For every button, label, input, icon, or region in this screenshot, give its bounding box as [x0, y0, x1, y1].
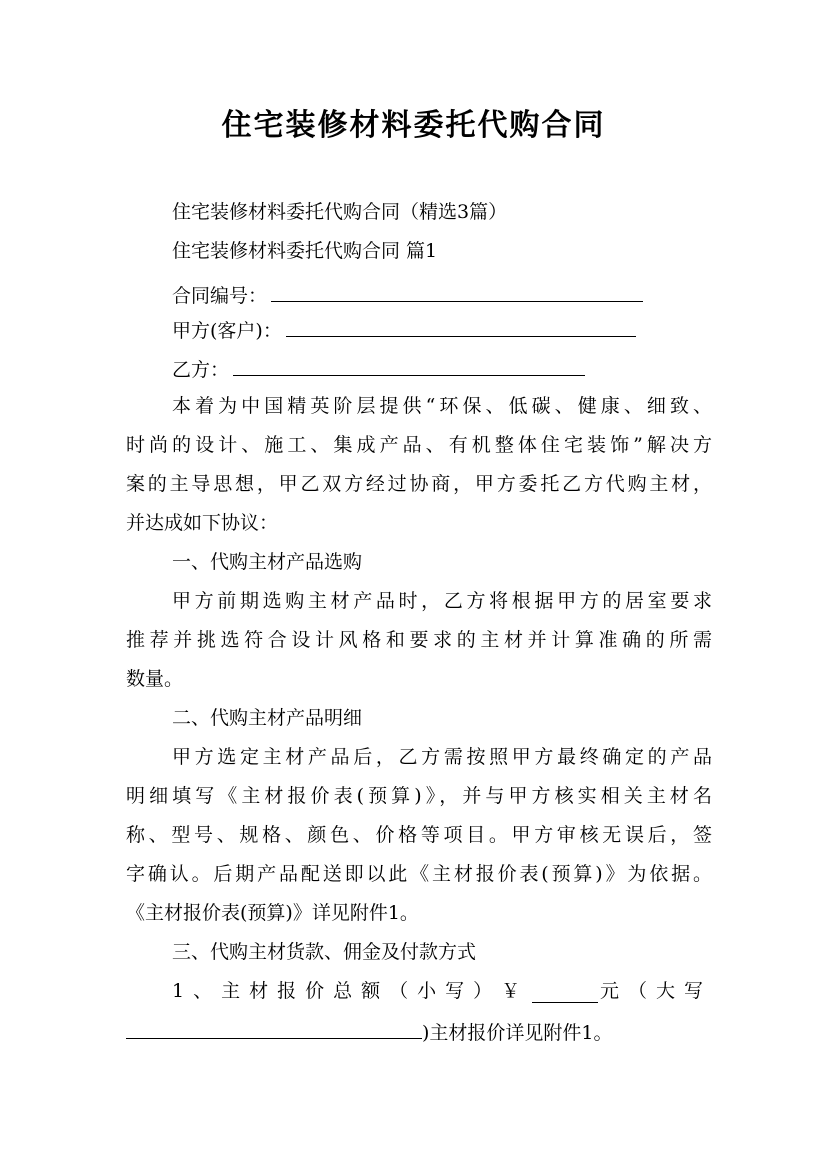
- section-2-line: 甲方选定主材产品后，乙方需按照甲方最终确定的产品: [172, 746, 712, 768]
- price-total-label: 1、主材报价总额（小写）￥: [172, 980, 530, 1002]
- party-b-field: [172, 355, 712, 382]
- section-2-line: 《主材报价表(预算)》详见附件1。: [126, 902, 419, 924]
- price-total-blank: [532, 982, 598, 1003]
- contract-number-blank: [271, 281, 643, 302]
- price-uppercase-label: 元（大写: [599, 980, 712, 1002]
- section-2-line: 明细填写《主材报价表(预算)》，并与甲方核实相关主材名: [126, 785, 712, 807]
- section-1-line: 数量。: [126, 668, 184, 690]
- party-b-blank: [233, 355, 585, 376]
- contract-number-field: [172, 281, 712, 308]
- party-b-label: 乙方：: [172, 359, 230, 381]
- section-3-item-1: [172, 979, 712, 1003]
- price-note: )主材报价详见附件1。: [422, 1022, 613, 1044]
- section-1-line: 甲方前期选购主材产品时，乙方将根据甲方的居室要求: [172, 590, 712, 612]
- contract-number-label: 合同编号：: [172, 285, 268, 307]
- intro-line: 本着为中国精英阶层提供“环保、低碳、健康、细致、: [172, 395, 712, 417]
- section-1-heading: 一、代购主材产品选购: [172, 551, 363, 573]
- section-3-heading: 三、代购主材货款、佣金及付款方式: [172, 941, 477, 963]
- party-a-field: [172, 316, 712, 343]
- section-2-line: 字确认。后期产品配送即以此《主材报价表(预算)》为依据。: [126, 863, 712, 885]
- party-a-blank: [286, 316, 636, 337]
- subtitle: 住宅装修材料委托代购合同（精选3篇）: [172, 201, 508, 223]
- intro-line: 并达成如下协议：: [126, 512, 279, 534]
- section-3-item-1-cont: [126, 1018, 712, 1045]
- party-a-label: 甲方(客户)：: [172, 320, 282, 342]
- section-2-line: 称、型号、规格、颜色、价格等项目。甲方审核无误后，签: [126, 824, 712, 846]
- part-heading: 住宅装修材料委托代购合同 篇1: [172, 240, 438, 262]
- section-1-line: 推荐并挑选符合设计风格和要求的主材并计算准确的所需: [126, 629, 712, 651]
- intro-line: 时尚的设计、施工、集成产品、有机整体住宅装饰”解决方: [126, 434, 712, 456]
- price-uppercase-blank: [126, 1018, 422, 1039]
- section-2-heading: 二、代购主材产品明细: [172, 707, 363, 729]
- document-title: 住宅装修材料委托代购合同: [221, 108, 606, 143]
- intro-line: 案的主导思想，甲乙双方经过协商，甲方委托乙方代购主材，: [126, 473, 712, 495]
